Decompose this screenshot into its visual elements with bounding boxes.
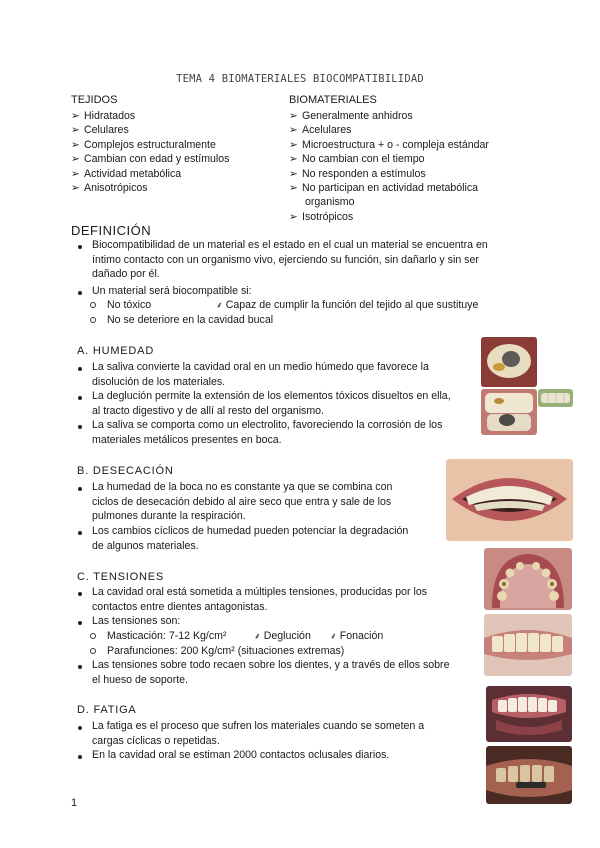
text-line: cargas cíclicas o repetidas. bbox=[92, 734, 220, 747]
section-heading-desecacion: B. DESECACIÓN bbox=[77, 465, 174, 477]
tejidos-heading: TEJIDOS bbox=[71, 94, 118, 106]
bullet bbox=[78, 726, 82, 730]
text-line: La deglución permite la extensión de los elementos tóxicos disueltos en ella, bbox=[92, 390, 451, 402]
page-number: 1 bbox=[71, 797, 78, 809]
text-line: La cavidad oral está sometida a múltiples tensiones, producidas por los bbox=[92, 586, 428, 598]
text-line: ciclos de desecación debido al aire seco que entra y sale de los bbox=[92, 495, 392, 508]
text-line: íntimo contacto con un organismo vivo, ejerciendo su función, sin dañarlo y sin ser bbox=[92, 253, 479, 266]
text-line: Las tensiones sobre todo recaen sobre los dientes, y a través de ellos sobre bbox=[92, 659, 450, 671]
document-title: TEMA 4 BIOMATERIALES BIOCOMPATIBILIDAD bbox=[176, 73, 424, 85]
text-line: ⸙ Deglución bbox=[254, 630, 311, 642]
dental-photo-amalgam bbox=[481, 337, 537, 387]
text-line: Parafunciones: 200 Kg/cm² (situaciones extremas) bbox=[107, 645, 345, 657]
dental-photo-smile bbox=[446, 459, 573, 541]
sub-bullet bbox=[90, 317, 96, 323]
section-heading-humedad: A. HUMEDAD bbox=[77, 345, 155, 357]
dental-photo-arch bbox=[484, 548, 572, 610]
paragraph bbox=[92, 480, 392, 524]
bullet bbox=[78, 531, 82, 535]
text-line: La fatiga es el proceso que sufren los materiales cuando se someten a bbox=[92, 720, 425, 732]
section-heading-definicion: DEFINICIÓN bbox=[71, 223, 152, 238]
paragraph bbox=[92, 238, 488, 282]
bullet bbox=[78, 396, 82, 400]
list-item: ➢ Hidratados bbox=[71, 110, 136, 122]
bullet bbox=[78, 487, 82, 491]
dental-photo-restoration bbox=[481, 389, 537, 435]
dental-photo-occlusion bbox=[486, 746, 572, 804]
bullet bbox=[78, 291, 82, 295]
text-line: de algunos materiales. bbox=[92, 539, 199, 552]
text-line: al tracto digestivo y de allí al resto del organismo. bbox=[92, 404, 325, 417]
bullet bbox=[78, 592, 82, 596]
text-line: disolución de los materiales. bbox=[92, 375, 226, 388]
bullet bbox=[78, 245, 82, 249]
text-line: ⸙ Capaz de cumplir la función del tejido al que sustituye bbox=[216, 299, 479, 311]
list-item: ➢ Actividad metabólica bbox=[71, 167, 182, 180]
dental-photo-worn-teeth bbox=[484, 614, 572, 676]
list-item: ➢ Microestructura + o - compleja estándar bbox=[289, 138, 489, 151]
paragraph bbox=[92, 719, 424, 748]
text-line: contactos entre dientes antagonistas. bbox=[92, 600, 268, 613]
section-heading-fatiga: D. FATIGA bbox=[77, 704, 137, 716]
list-item: ➢ Isotrópicos bbox=[289, 210, 354, 223]
text-line: ⸙ Fonación bbox=[330, 630, 384, 642]
paragraph bbox=[92, 524, 408, 553]
sub-bullet bbox=[90, 302, 96, 308]
paragraph bbox=[92, 585, 427, 614]
list-item: ➢ No cambian con el tiempo bbox=[289, 153, 425, 166]
text-line: La saliva convierte la cavidad oral en un medio húmedo que favorece la bbox=[92, 361, 429, 373]
list-item: ➢ Celulares bbox=[71, 124, 129, 137]
section-heading-tensiones: C. TENSIONES bbox=[77, 571, 165, 583]
list-item: ➢ No responden a estímulos bbox=[289, 167, 426, 180]
text-line: La saliva se comporta como un electrolito, favoreciendo la corrosión de los bbox=[92, 419, 443, 431]
sub-bullet bbox=[90, 648, 96, 654]
list-item: ➢ Cambian con edad y estímulos bbox=[71, 153, 230, 166]
text-line: Un material será biocompatible si: bbox=[92, 285, 252, 297]
text-line: el hueso de soporte. bbox=[92, 673, 189, 686]
text-line: Los cambios cíclicos de humedad pueden potenciar la degradación bbox=[92, 525, 409, 537]
bullet bbox=[78, 425, 82, 429]
text-line: No se deteriore en la cavidad bucal bbox=[107, 314, 274, 326]
text-line: No tóxico bbox=[107, 299, 152, 311]
bullet bbox=[78, 367, 82, 371]
paragraph bbox=[92, 418, 442, 447]
text-line: Masticación: 7-12 Kg/cm² bbox=[107, 630, 227, 642]
paragraph bbox=[92, 360, 429, 389]
list-item-continuation: organismo bbox=[305, 196, 355, 209]
text-line: Biocompatibilidad de un material es el estado en el cual un material se encuentra en bbox=[92, 239, 488, 251]
text-line: materiales metálicos presentes en boca. bbox=[92, 433, 282, 446]
text-line: En la cavidad oral se estiman 2000 contactos oclusales diarios. bbox=[92, 749, 390, 761]
biomateriales-list bbox=[289, 109, 489, 224]
biomateriales-heading: BIOMATERIALES bbox=[289, 94, 377, 106]
text-line: pulmones durante la respiración. bbox=[92, 510, 246, 523]
bullet bbox=[78, 755, 82, 759]
dental-photo-small bbox=[538, 389, 573, 407]
bullet bbox=[78, 621, 82, 625]
text-line: dañado por él. bbox=[92, 268, 160, 281]
paragraph bbox=[92, 658, 449, 687]
bullet bbox=[78, 665, 82, 669]
list-item: ➢ Generalmente anhidros bbox=[289, 110, 413, 122]
list-item: ➢ No participan en actividad metabólica bbox=[289, 182, 479, 195]
list-item: ➢ Complejos estructuralmente bbox=[71, 138, 216, 151]
text-line: La humedad de la boca no es constante ya que se combina con bbox=[92, 481, 393, 493]
paragraph bbox=[92, 389, 451, 418]
sub-bullet bbox=[90, 633, 96, 639]
tejidos-list bbox=[71, 109, 229, 195]
text-line: Las tensiones son: bbox=[92, 615, 181, 627]
dental-photo-fracture bbox=[486, 686, 572, 742]
list-item: ➢ Anisotrópicos bbox=[71, 182, 148, 195]
list-item: ➢ Acelulares bbox=[289, 124, 352, 137]
